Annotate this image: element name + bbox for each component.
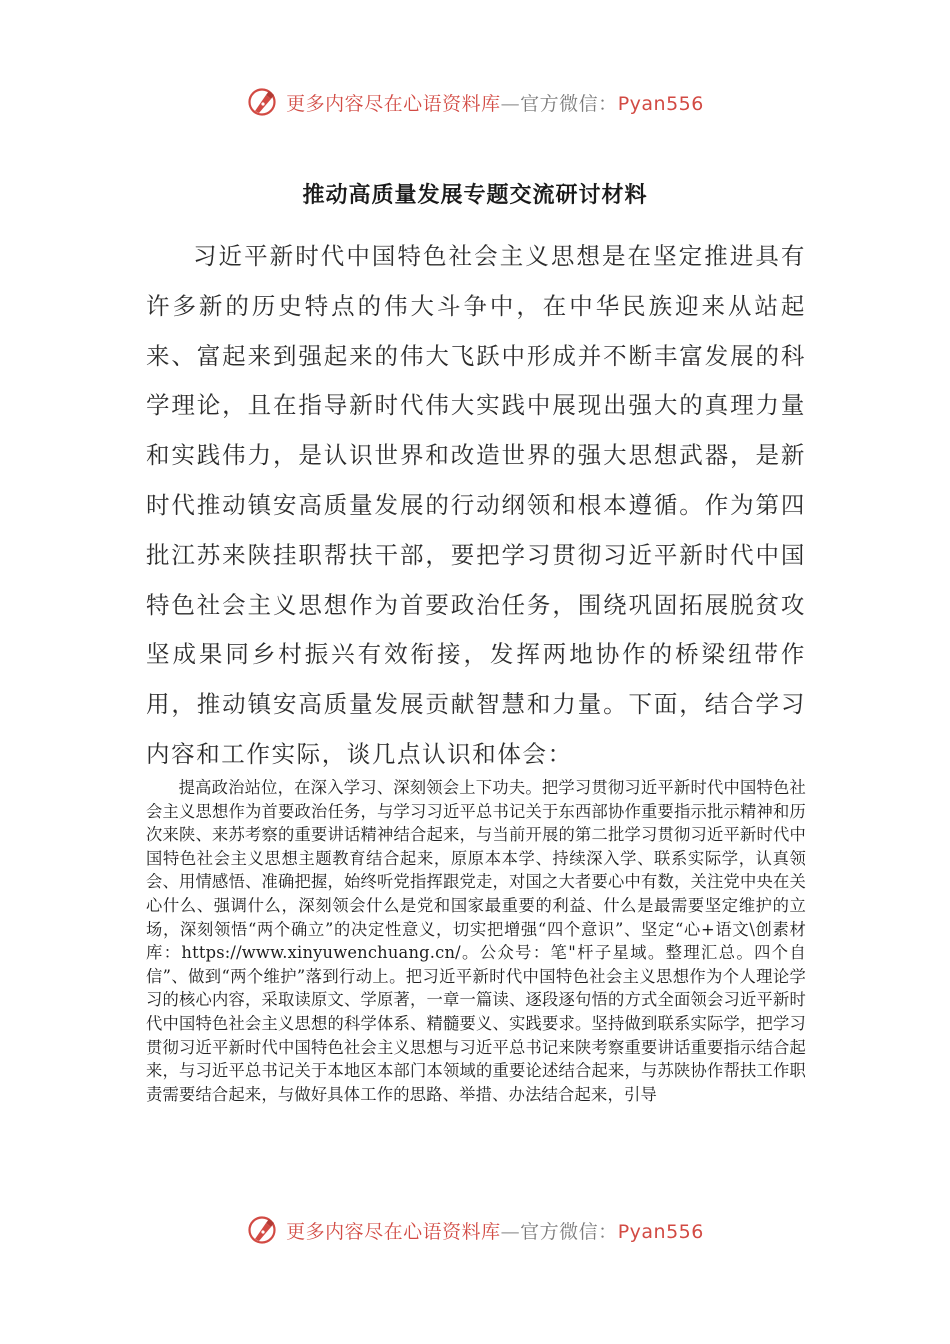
footer-watermark [0, 1210, 950, 1250]
watermark-wechat-id: Pyan556 [617, 92, 704, 115]
document-title: 推动高质量发展专题交流研讨材料 [302, 183, 648, 208]
header-watermark [0, 82, 950, 122]
watermark-text [286, 1217, 704, 1244]
watermark-dash: — [500, 1220, 521, 1243]
intro-paragraph: 习近平新时代中国特色社会主义思想是在坚定推进具有许多新的历史特点的伟大斗争中，在中华民族迎来从站起来、富起来到强起来的伟大飞跃中形成并不断丰富发展的科学理论，且在指导新时代伟大实践中展现出强大的真理力量和实践伟力，是认识世界和改造世界的强大思想武器，是新时代推动镇安高质量发展的行动纲领和根本遵循。作为第四批江苏来陕挂职帮扶干部，要把学习贯彻习近平新时代中国特色社会主义思想作为首要政治任务，围绕巩固拓展脱贫攻坚成果同乡村振兴有效衔接，发挥两地协作的桥梁纽带作用，推动镇安高质量发展贡献智慧和力量。下面，结合学习内容和工作实际，谈几点认识和体会： [146, 242, 806, 768]
watermark-wechat-id: Pyan556 [617, 1220, 704, 1243]
pen-nib-circle-icon [246, 1214, 278, 1246]
body-paragraph: 提高政治站位，在深入学习、深刻领会上下功夫。把学习贯彻习近平新时代中国特色社会主义思想作为首要政治任务，与学习习近平总书记关于东西部协作重要指示批示精神和历次来陕、来苏考察的重要讲话精神结合起来，与当前开展的第二批学习贯彻习近平新时代中国特色社会主义思想主题教育结合起来，原原本本学、持续深入学、联系实际学，认真领会、用情感悟、准确把握，始终听党指挥跟党走，对国之大者要心中有数，关注党中央在关心什么、强调什么，深刻领会什么是党和国家最重要的利益、什么是最需要坚定维护的立场，深刻领悟“两个确立”的决定性意义，切实把增强“四个意识”、坚定“心+语文\创素材库：https://www.xinyuwenchuang.cn/。公众号：笔"杆子星域。整理汇总。四个自信”、做到“两个维护”落到行动上。把习近平新时代中国特色社会主义思想作为个人理论学习的核心内容，采取读原文、学原著，一章一篇读、逐段逐句悟的方式全面领会习近平新时代中国特色社会主义思想的科学体系、精髓要义、实践要求。坚持做到联系实际学，把学习贯彻习近平新时代中国特色社会主义思想与习近平总书记来陕考察重要讲话重要指示结合起来，与习近平总书记关于本地区本部门本领域的重要论述结合起来，与苏陕协作帮扶工作职责需要结合起来，与做好具体工作的思路、举措、办法结合起来，引导 [146, 778, 806, 1104]
watermark-main-text: 更多内容尽在心语资料库 [286, 92, 501, 115]
watermark-text [286, 89, 704, 116]
pen-nib-circle-icon [246, 86, 278, 118]
watermark-main-text: 更多内容尽在心语资料库 [286, 1220, 501, 1243]
watermark-dash: — [500, 92, 521, 115]
watermark-label: 官方微信： [520, 92, 618, 115]
watermark-label: 官方微信： [520, 1220, 618, 1243]
